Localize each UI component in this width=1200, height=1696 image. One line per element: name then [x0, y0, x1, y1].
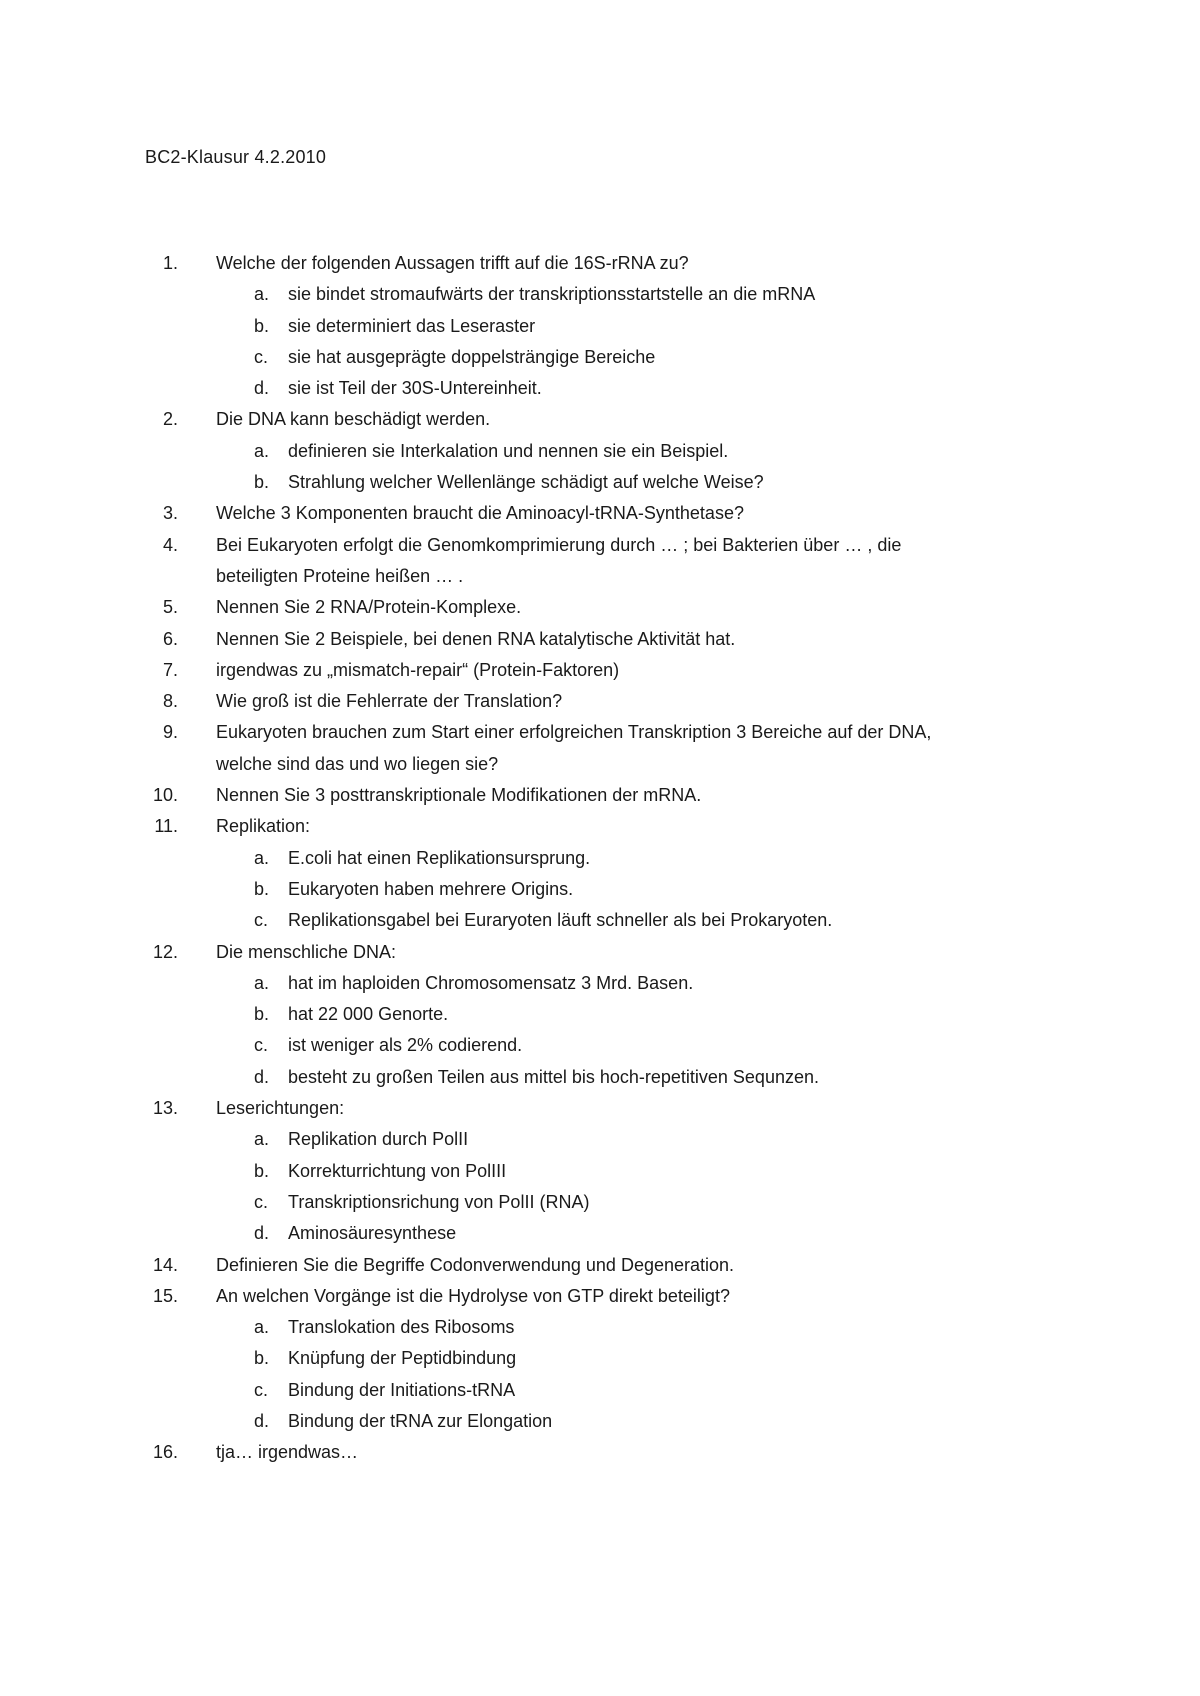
question-number-text: 12.: [152, 941, 178, 962]
question-text: Replikation:: [216, 816, 311, 837]
subquestion-letter: a.: [254, 440, 270, 461]
question-text: Wie groß ist die Fehlerrate der Translation?: [216, 691, 563, 712]
question-number-text: 4.: [162, 534, 178, 555]
question-text: Nennen Sie 2 RNA/Protein-Komplexe.: [216, 597, 522, 618]
subquestion-text: Eukaryoten haben mehrere Origins.: [288, 878, 574, 899]
subquestion-letter: c.: [254, 346, 269, 367]
subquestion-item: [0, 440, 1200, 471]
question-number-text: 11.: [154, 816, 178, 837]
question-item: [0, 1441, 1200, 1472]
subquestion-letter: b.: [254, 1348, 270, 1369]
subquestion-text: Replikationsgabel bei Euraryoten läuft schneller als bei Prokaryoten.: [288, 910, 833, 931]
question-number-text: 15.: [152, 1285, 178, 1306]
question-item: [0, 502, 1200, 533]
question-item: [0, 252, 1200, 283]
subquestion-letter: c.: [254, 910, 269, 931]
question-text: Die menschliche DNA:: [216, 941, 397, 962]
question-continuation: [0, 565, 1200, 596]
subquestion-letter: a.: [254, 1129, 270, 1150]
subquestion-text: Transkriptionsrichung von PolII (RNA): [288, 1191, 590, 1212]
subquestion-item: [0, 1128, 1200, 1159]
question-item: [0, 1254, 1200, 1285]
question-continuation: [0, 753, 1200, 784]
subquestion-letter: c.: [254, 1035, 269, 1056]
question-text: tja… irgendwas…: [216, 1442, 359, 1463]
question-text: Eukaryoten brauchen zum Start einer erfolgreichen Transkription 3 Bereiche auf der DNA,: [216, 722, 932, 743]
subquestion-item: [0, 1003, 1200, 1034]
question-list: [0, 252, 1200, 1473]
question-item: [0, 659, 1200, 690]
subquestion-letter: d.: [254, 1410, 270, 1431]
subquestion-item: [0, 377, 1200, 408]
question-text: Die DNA kann beschädigt werden.: [216, 409, 491, 430]
subquestion-item: [0, 471, 1200, 502]
subquestion-item: [0, 1034, 1200, 1065]
subquestion-item: [0, 1191, 1200, 1222]
subquestion-item: [0, 283, 1200, 314]
subquestion-item: [0, 346, 1200, 377]
question-item: [0, 408, 1200, 439]
question-item: [0, 596, 1200, 627]
subquestion-text: definieren sie Interkalation und nennen sie ein Beispiel.: [288, 440, 729, 461]
subquestion-item: [0, 1316, 1200, 1347]
question-item: [0, 1097, 1200, 1128]
subquestion-text: sie determiniert das Leseraster: [288, 315, 536, 336]
question-text: Nennen Sie 3 posttranskriptionale Modifikationen der mRNA.: [216, 785, 702, 806]
question-number-text: 3.: [162, 503, 178, 524]
question-number-text: 16.: [152, 1442, 178, 1463]
question-text: Bei Eukaryoten erfolgt die Genomkomprimierung durch … ; bei Bakterien über … , die: [216, 534, 902, 555]
question-item: [0, 534, 1200, 565]
subquestion-text: Translokation des Ribosoms: [288, 1317, 515, 1338]
subquestion-text: Strahlung welcher Wellenlänge schädigt auf welche Weise?: [288, 472, 764, 493]
question-text: irgendwas zu „mismatch-repair“ (Protein-Faktoren): [216, 659, 620, 680]
question-number-text: 5.: [162, 597, 178, 618]
subquestion-letter: a.: [254, 972, 270, 993]
subquestion-item: [0, 1066, 1200, 1097]
question-item: [0, 690, 1200, 721]
subquestion-text: Bindung der tRNA zur Elongation: [288, 1410, 553, 1431]
question-number-text: 13.: [152, 1098, 178, 1119]
subquestion-text: sie bindet stromaufwärts der transkriptionsstartstelle an die mRNA: [288, 284, 816, 305]
question-continuation-text: welche sind das und wo liegen sie?: [216, 753, 499, 774]
question-number-text: 2.: [162, 409, 178, 430]
subquestion-text: sie ist Teil der 30S-Untereinheit.: [288, 378, 542, 399]
subquestion-text: besteht zu großen Teilen aus mittel bis hoch-repetitiven Sequnzen.: [288, 1066, 819, 1087]
question-text: Definieren Sie die Begriffe Codonverwendung und Degeneration.: [216, 1254, 735, 1275]
subquestion-letter: d.: [254, 378, 270, 399]
subquestion-item: [0, 1160, 1200, 1191]
subquestion-item: [0, 972, 1200, 1003]
question-item: [0, 784, 1200, 815]
subquestion-text: Knüpfung der Peptidbindung: [288, 1348, 517, 1369]
question-number-text: 8.: [162, 691, 178, 712]
subquestion-text: E.coli hat einen Replikationsursprung.: [288, 847, 591, 868]
subquestion-item: [0, 878, 1200, 909]
subquestion-letter: b.: [254, 1160, 270, 1181]
subquestion-letter: c.: [254, 1191, 269, 1212]
question-item: [0, 1285, 1200, 1316]
question-item: [0, 815, 1200, 846]
subquestion-item: [0, 1347, 1200, 1378]
subquestion-letter: d.: [254, 1223, 270, 1244]
question-text: Leserichtungen:: [216, 1098, 345, 1119]
subquestion-letter: b.: [254, 1004, 270, 1025]
question-number-text: 10.: [152, 785, 178, 806]
question-text: Welche der folgenden Aussagen trifft auf die 16S-rRNA zu?: [216, 253, 689, 273]
question-number-text: 14.: [152, 1254, 178, 1275]
subquestion-letter: b.: [254, 315, 270, 336]
question-number-text: 6.: [162, 628, 178, 649]
question-number-text: 9.: [162, 722, 178, 743]
subquestion-item: [0, 315, 1200, 346]
subquestion-item: [0, 1379, 1200, 1410]
subquestion-letter: b.: [254, 472, 270, 493]
question-item: [0, 721, 1200, 752]
question-number-text: 7.: [162, 659, 178, 680]
question-item: [0, 941, 1200, 972]
question-continuation-text: beteiligten Proteine heißen … .: [216, 565, 464, 586]
subquestion-text: Bindung der Initiations-tRNA: [288, 1379, 516, 1400]
document-title: BC2-Klausur 4.2.2010: [145, 147, 327, 167]
subquestion-text: hat 22 000 Genorte.: [288, 1004, 449, 1025]
subquestion-text: ist weniger als 2% codierend.: [288, 1035, 523, 1056]
subquestion-item: [0, 1410, 1200, 1441]
subquestion-letter: b.: [254, 878, 270, 899]
subquestion-text: Korrekturrichtung von PolIII: [288, 1160, 507, 1181]
subquestion-letter: a.: [254, 284, 270, 305]
subquestion-text: hat im haploiden Chromosomensatz 3 Mrd. Basen.: [288, 972, 694, 993]
subquestion-item: [0, 847, 1200, 878]
question-text: Welche 3 Komponenten braucht die Aminoacyl-tRNA-Synthetase?: [216, 503, 744, 524]
question-text: Nennen Sie 2 Beispiele, bei denen RNA katalytische Aktivität hat.: [216, 628, 736, 649]
question-text: An welchen Vorgänge ist die Hydrolyse von GTP direkt beteiligt?: [216, 1285, 730, 1306]
subquestion-item: [0, 1222, 1200, 1253]
subquestion-text: sie hat ausgeprägte doppelsträngige Bereiche: [288, 346, 656, 367]
subquestion-item: [0, 909, 1200, 940]
subquestion-text: Replikation durch PolII: [288, 1129, 469, 1150]
subquestion-letter: a.: [254, 847, 270, 868]
subquestion-letter: c.: [254, 1379, 269, 1400]
question-number-text: 1.: [162, 253, 178, 273]
subquestion-letter: d.: [254, 1066, 270, 1087]
question-item: [0, 628, 1200, 659]
subquestion-text: Aminosäuresynthese: [288, 1223, 457, 1244]
subquestion-letter: a.: [254, 1317, 270, 1338]
